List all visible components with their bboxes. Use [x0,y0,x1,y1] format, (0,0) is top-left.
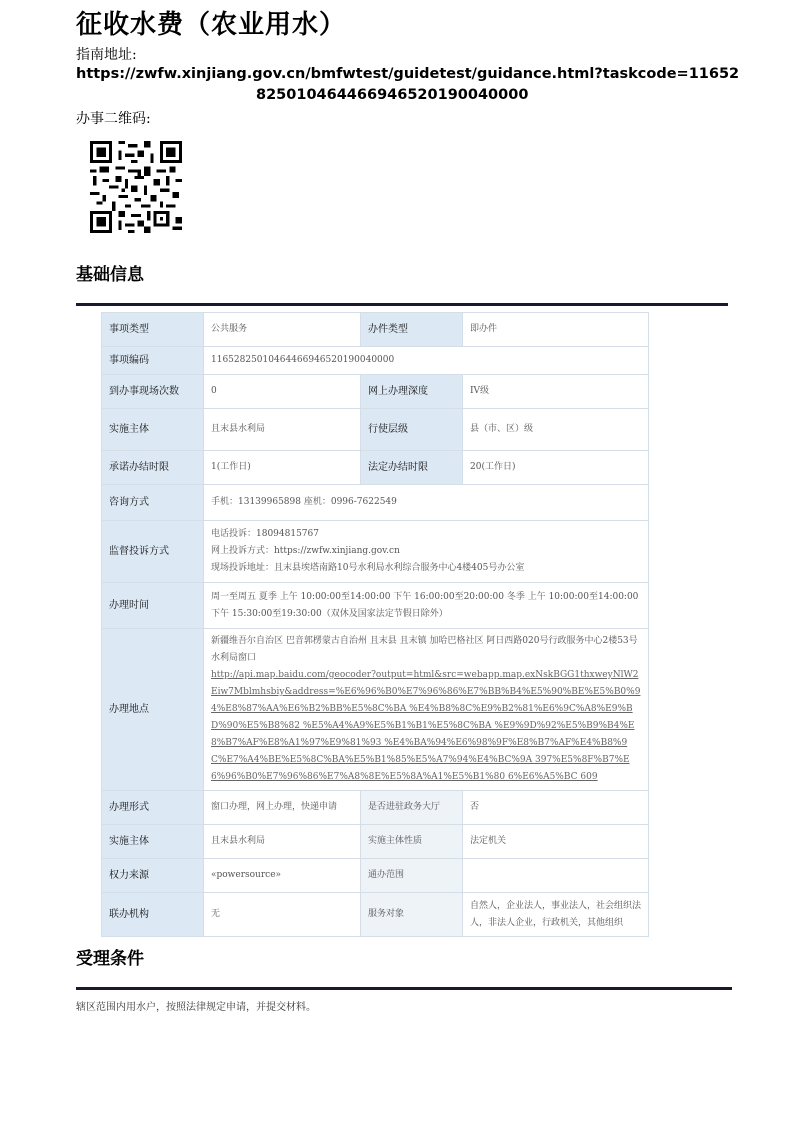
level-value: 县（市、区）级 [463,409,649,451]
joint-org-label: 联办机构 [102,893,204,937]
subject2-value: 且末县水利局 [204,825,361,859]
section-divider [76,303,728,306]
supervise-value [204,521,649,583]
section-title-accept: 受理条件 [76,949,144,969]
scope-label: 通办范围 [361,859,463,893]
nature-value: 法定机关 [463,825,649,859]
office-hours-label: 办理时间 [102,583,204,629]
guide-url-line2[interactable]: 825010464466946520190040000 [256,87,529,103]
section-title-basic: 基础信息 [76,265,144,285]
subject-value: 且末县水利局 [204,409,361,451]
accept-condition-text: 辖区范围内用水户，按照法律规定申请，并提交材料。 [76,1002,316,1013]
qr-code-label: 办事二维码: [76,111,151,127]
hall-value: 否 [463,791,649,825]
item-type-label: 事项类型 [102,313,204,347]
promise-time-label: 承诺办结时限 [102,451,204,485]
form-value: 窗口办理，网上办理，快递申请 [204,791,361,825]
visits-value: 0 [204,375,361,409]
basic-info-table [101,312,649,937]
item-type-value: 公共服务 [204,313,361,347]
address-label: 办理地点 [102,629,204,791]
handle-type-label: 办件类型 [361,313,463,347]
supervise-online: 网上投诉方式：https://zwfw.xinjiang.gov.cn [211,546,400,556]
supervise-phone: 电话投诉：18094815767 [211,529,319,539]
online-depth-value: IV级 [463,375,649,409]
address-text: 新疆维吾尔自治区 巴音郭楞蒙古自治州 且末县 且末镇 加哈巴格社区 阿日西路020号行政服务中心2楼53号水利局窗口 [211,636,638,663]
power-source-value: «powersource» [204,859,361,893]
consult-label: 咨询方式 [102,485,204,521]
guide-url-line1[interactable]: https://zwfw.xinjiang.gov.cn/bmfwtest/guidetest/guidance.html?taskcode=11652 [76,66,740,82]
form-label: 办理形式 [102,791,204,825]
level-label: 行使层级 [361,409,463,451]
joint-org-value: 无 [204,893,361,937]
promise-time-value: 1(工作日) [204,451,361,485]
map-link[interactable]: http://api.map.baidu.com/geocoder?output=html&src=webapp.map.exNskBGG1thxweyNlW2Eiw7Mblmhsbiy&address=%E6%96%B0%E7%96%86%E7%BB%B4%E5%90%BE%E5%B0%94%E8%87%AA%E6%B2%BB%E5%8C%BA %E4%B8%8C%E9%B2%81%E6%9C%A8%E9%BD%90%E5%B8%82 %E5%A4%A9%E5%B1%B1%E5%8C%BA %E9%9D%92%E5%B9%B4%E8%B7%AF%E8%A1%97%E9%81%93 %E4%BA%94%E6%98%9F%E8%B7%AF%E4%B8%9C%E7%A4%BE%E5%8C%BA%E5%B1%85%E5%A7%94%E4%BC%9A 397%E5%8F%B7%E6%96%B0%E7%96%86%E7%A8%8E%E5%8A%A1%E5%B1%80 6%E6%A5%BC 609 [211,670,641,782]
nature-label: 实施主体性质 [361,825,463,859]
section-divider-accept [76,987,732,990]
consult-value: 手机：13139965898 座机：0996-7622549 [204,485,649,521]
service-target-value: 自然人，企业法人，事业法人，社会组织法人，非法人企业，行政机关，其他组织 [463,893,649,937]
guide-address-label: 指南地址: [76,47,137,63]
guide-url[interactable] [76,64,740,106]
visits-label: 到办事现场次数 [102,375,204,409]
legal-time-value: 20(工作日) [463,451,649,485]
subject-label: 实施主体 [102,409,204,451]
item-code-value: 11652825010464466946520190040000 [204,347,649,375]
supervise-site: 现场投诉地址：且末县埃塔南路10号水利局水利综合服务中心4楼405号办公室 [211,563,525,573]
address-value [204,629,649,791]
scope-value [463,859,649,893]
power-source-label: 权力来源 [102,859,204,893]
online-depth-label: 网上办理深度 [361,375,463,409]
supervise-label: 监督投诉方式 [102,521,204,583]
hall-label: 是否进驻政务大厅 [361,791,463,825]
service-target-label: 服务对象 [361,893,463,937]
page-title: 征收水费（农业用水） [76,10,347,40]
subject2-label: 实施主体 [102,825,204,859]
qr-code-image [90,141,182,233]
legal-time-label: 法定办结时限 [361,451,463,485]
office-hours-value: 周一至周五 夏季 上午 10:00:00至14:00:00 下午 16:00:00至20:00:00 冬季 上午 10:00:00至14:00:00 下午 15:30:00至19:30:00（双休及国家法定节假日除外） [204,583,649,629]
handle-type-value: 即办件 [463,313,649,347]
item-code-label: 事项编码 [102,347,204,375]
